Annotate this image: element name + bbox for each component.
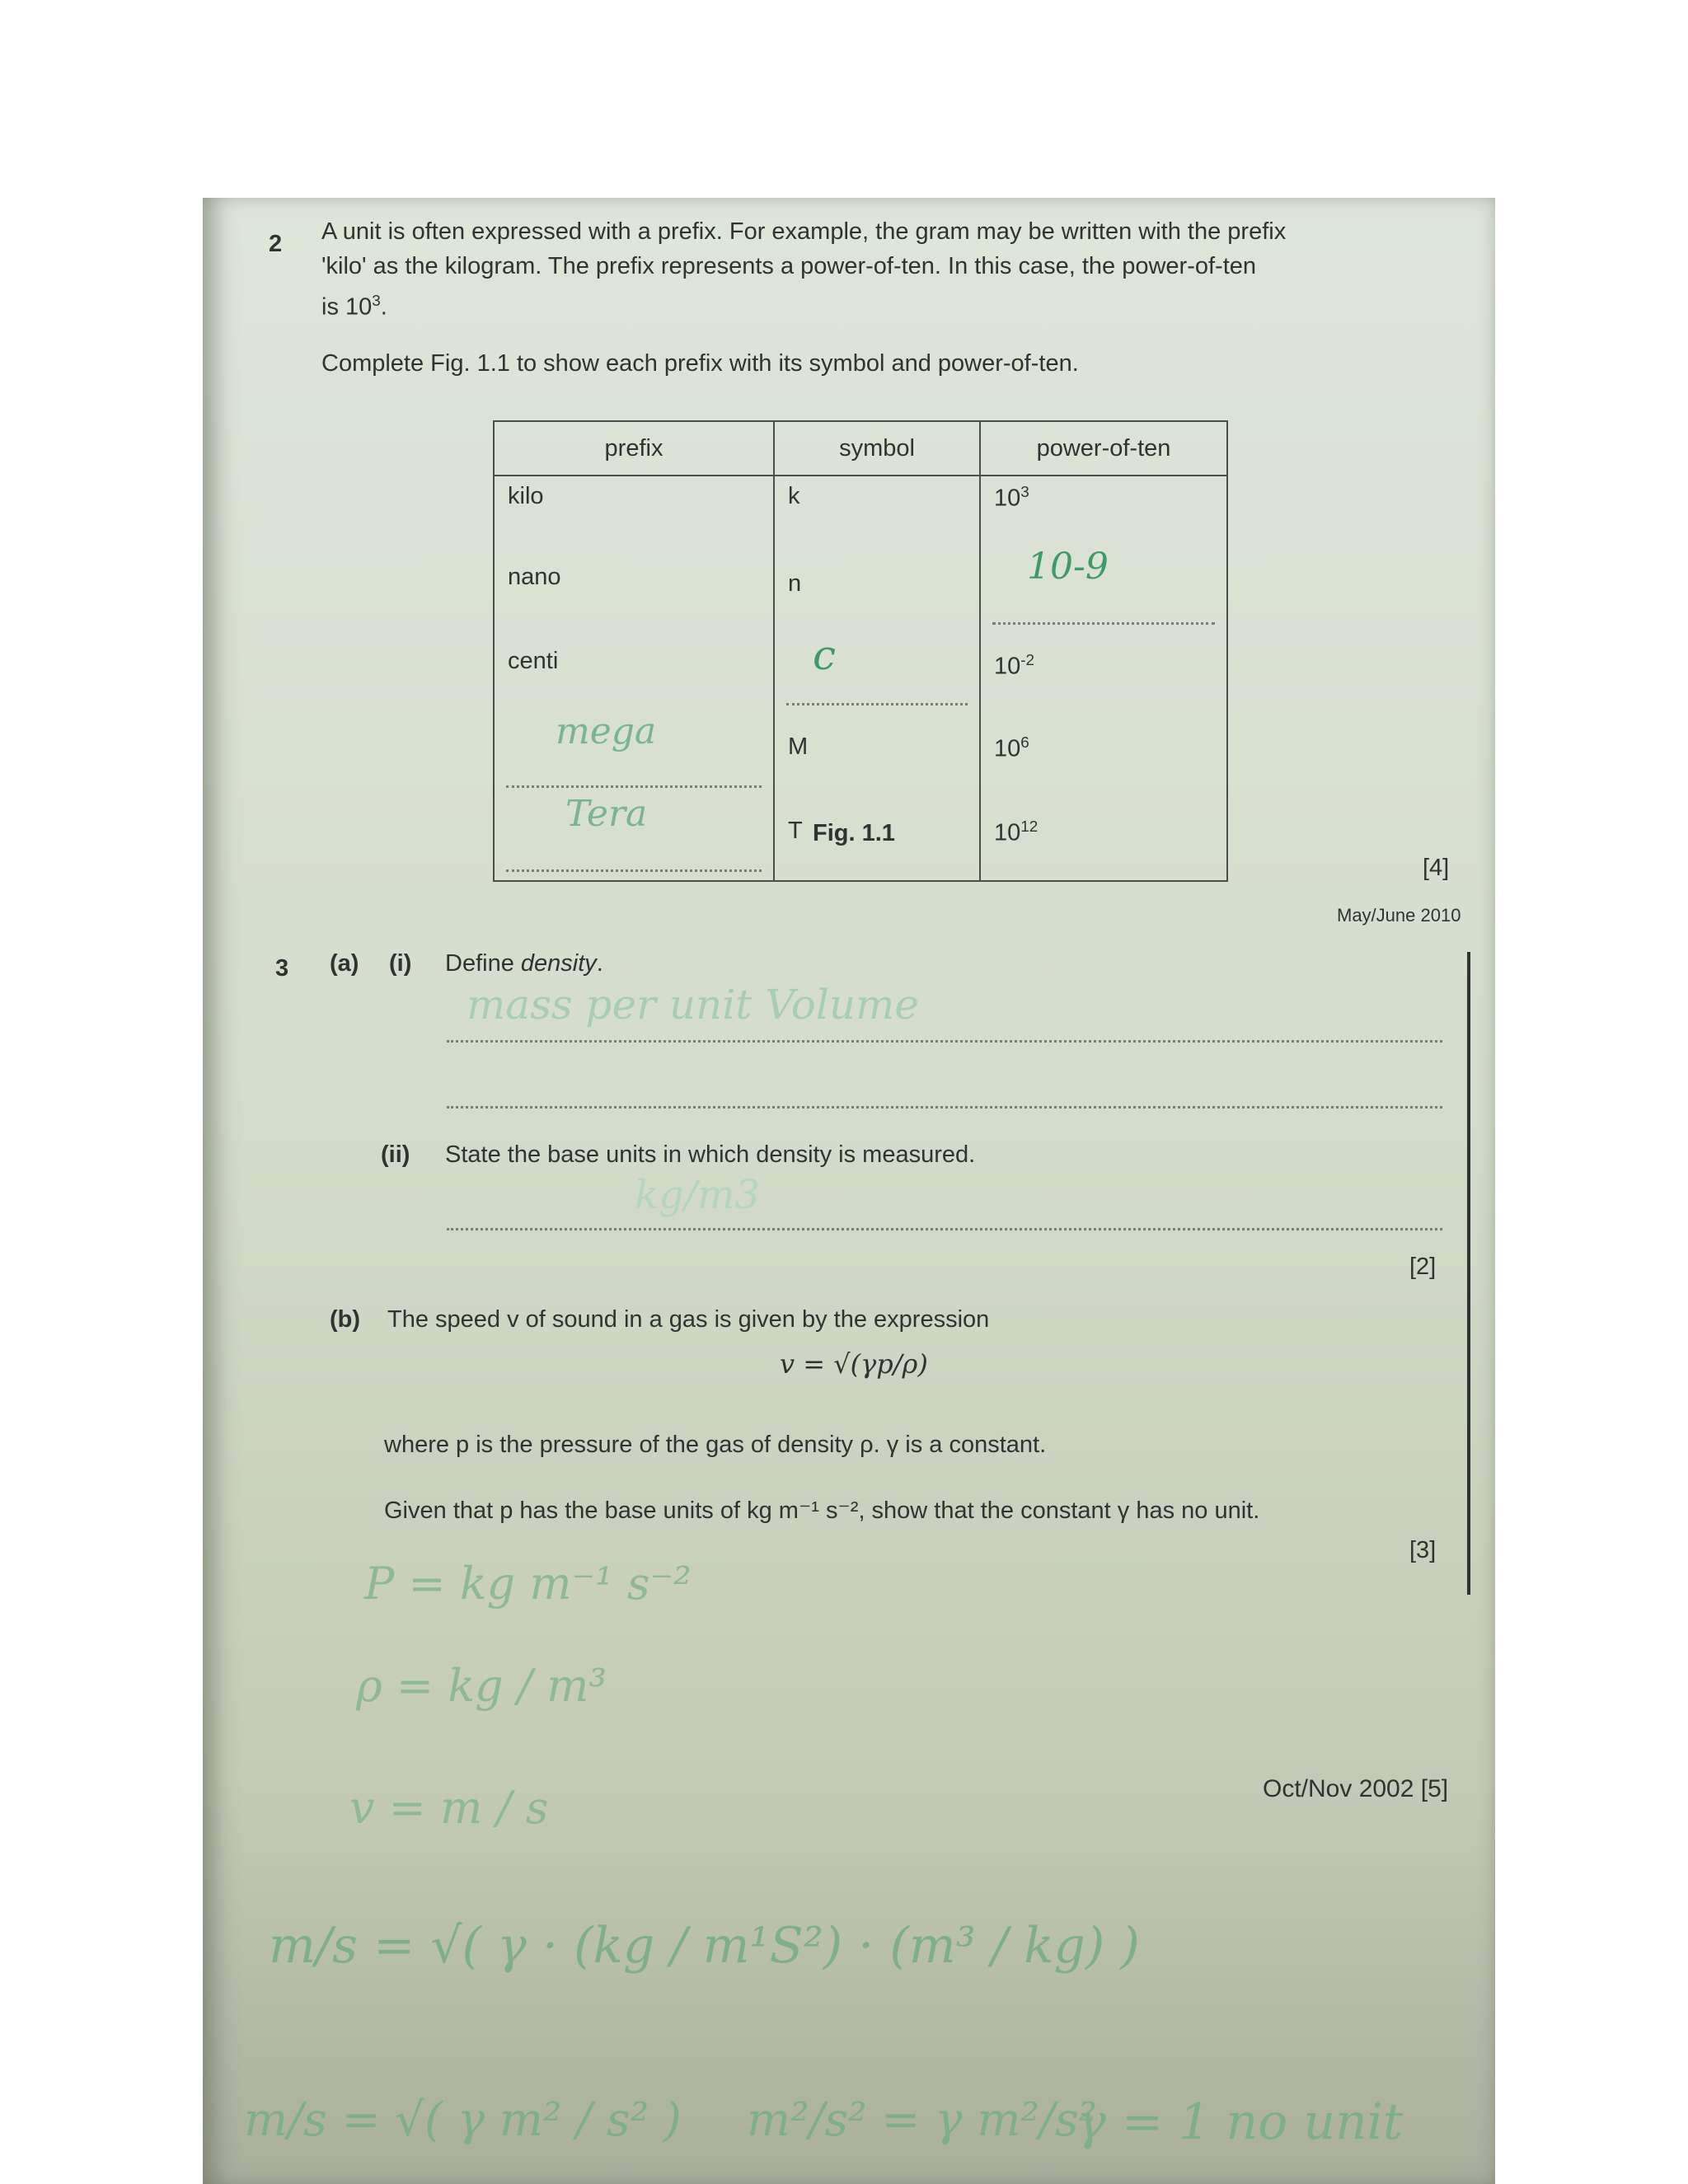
prefix-table-header-row: [494, 421, 1227, 476]
power-base: 10: [994, 819, 1021, 846]
cell-symbol: T: [774, 796, 980, 881]
answer-dotted-line: [992, 622, 1215, 625]
answer-cell-prefix[interactable]: [494, 710, 774, 796]
answer-dotted-line: [506, 869, 762, 872]
sub-i-label: (i): [389, 950, 412, 977]
working-line-5b: m²/s² = γ m²/s²: [747, 2093, 1098, 2147]
cell-prefix: centi: [494, 633, 774, 714]
cell-symbol: n: [774, 546, 980, 633]
question-2-intro-line-1: A unit is often expressed with a prefix. For example, the gram may be written with the prefix: [321, 218, 1287, 245]
part-a-label: (a): [330, 950, 359, 977]
given-line: Given that p has the base units of kg m⁻¹ s⁻², show that the constant γ has no unit.: [384, 1497, 1260, 1524]
define-prefix: Define: [445, 950, 521, 977]
prefix-table: [493, 420, 1228, 882]
where-line: where p is the pressure of the gas of density ρ. γ is a constant.: [384, 1432, 1047, 1458]
sub-ii-label: (ii): [381, 1141, 410, 1168]
table-row: [494, 633, 1227, 714]
power-exponent: 6: [1020, 733, 1029, 751]
cell-power: [980, 633, 1227, 714]
part-b-label: (b): [330, 1306, 361, 1333]
cell-prefix: nano: [494, 546, 774, 633]
table-row: [494, 476, 1227, 546]
figure-caption: Fig. 1.1: [813, 820, 895, 846]
handwritten-answer-prefix: Tera: [565, 793, 648, 835]
handwritten-answer-prefix: mega: [556, 710, 657, 752]
question-2-instruction: Complete Fig. 1.1 to show each prefix with its symbol and power-of-ten.: [321, 350, 1079, 377]
power-exponent: 3: [1020, 483, 1029, 500]
question-3-source: Oct/Nov 2002 [5]: [1263, 1775, 1449, 1802]
question-3-number: 3: [275, 955, 289, 982]
handwritten-answer-density: mass per unit Volume: [467, 981, 920, 1029]
working-line-4: m/s = √( γ · (kg / m¹S²) · (m³ / kg) ): [269, 1917, 1140, 1975]
table-row: [494, 714, 1227, 796]
power-exponent: 12: [1020, 818, 1039, 835]
exam-paper: [203, 198, 1495, 2184]
answer-cell-power[interactable]: [980, 546, 1227, 633]
handwritten-answer-power: 10-9: [1027, 546, 1109, 588]
speed-formula: v = √(γp/ρ): [780, 1348, 928, 1380]
define-density-question: [445, 946, 603, 981]
cell-power: [980, 796, 1227, 881]
answer-cell-symbol[interactable]: [774, 633, 980, 714]
define-suffix: .: [596, 950, 603, 977]
answer-cell-prefix[interactable]: [494, 793, 774, 881]
speed-of-sound-question: The speed v of sound in a gas is given by the expression: [387, 1306, 990, 1333]
part-a-marks: [2]: [1409, 1254, 1437, 1280]
power-base: 10: [994, 735, 1021, 762]
working-line-5a: m/s = √( γ m² / s² ): [244, 2093, 682, 2147]
working-line-2: ρ = kg / m³: [356, 1660, 607, 1712]
power-base: 10: [994, 485, 1021, 512]
power-base: 10: [994, 653, 1021, 680]
cell-power: [980, 476, 1227, 546]
question-2-intro-line-2: 'kilo' as the kilogram. The prefix represents a power-of-ten. In this case, the power-of-ten: [321, 253, 1257, 279]
answer-dotted-line: [786, 703, 968, 705]
header-symbol: symbol: [774, 421, 980, 476]
answer-line-i-1[interactable]: [447, 1040, 1442, 1043]
question-2-intro-line-3: is $10^3$.: [321, 292, 387, 321]
question-2-source: May/June 2010: [1337, 905, 1461, 926]
answer-line-i-2[interactable]: [447, 1106, 1442, 1108]
table-row: [494, 546, 1227, 633]
part-b-marks: [3]: [1409, 1537, 1437, 1563]
working-line-3: v = m / s: [349, 1782, 549, 1834]
base-units-question: State the base units in which density is measured.: [445, 1141, 976, 1168]
question-2-intro: [321, 214, 1475, 325]
header-power-of-ten: power-of-ten: [980, 421, 1227, 476]
margin-bar: [1467, 952, 1470, 1595]
cell-prefix: kilo: [494, 476, 774, 546]
cell-symbol: M: [774, 714, 980, 796]
answer-dotted-line: [506, 785, 762, 788]
cell-power: [980, 714, 1227, 796]
working-line-1: P = kg m⁻¹ s⁻²: [364, 1558, 692, 1610]
question-2-number: 2: [269, 231, 283, 257]
working-line-5c: γ = 1 no unit: [1076, 2093, 1403, 2151]
intro-power-base: is 10: [321, 293, 373, 321]
power-exponent: -2: [1020, 651, 1035, 668]
handwritten-answer-symbol: c: [813, 631, 837, 679]
question-2-marks: [4]: [1423, 855, 1450, 881]
handwritten-answer-units: kg/m3: [635, 1172, 761, 1218]
header-prefix: prefix: [494, 421, 774, 476]
cell-symbol: k: [774, 476, 980, 546]
intro-power-exponent: 3: [372, 292, 381, 309]
answer-line-ii[interactable]: [447, 1228, 1442, 1230]
define-term: density: [520, 950, 597, 977]
